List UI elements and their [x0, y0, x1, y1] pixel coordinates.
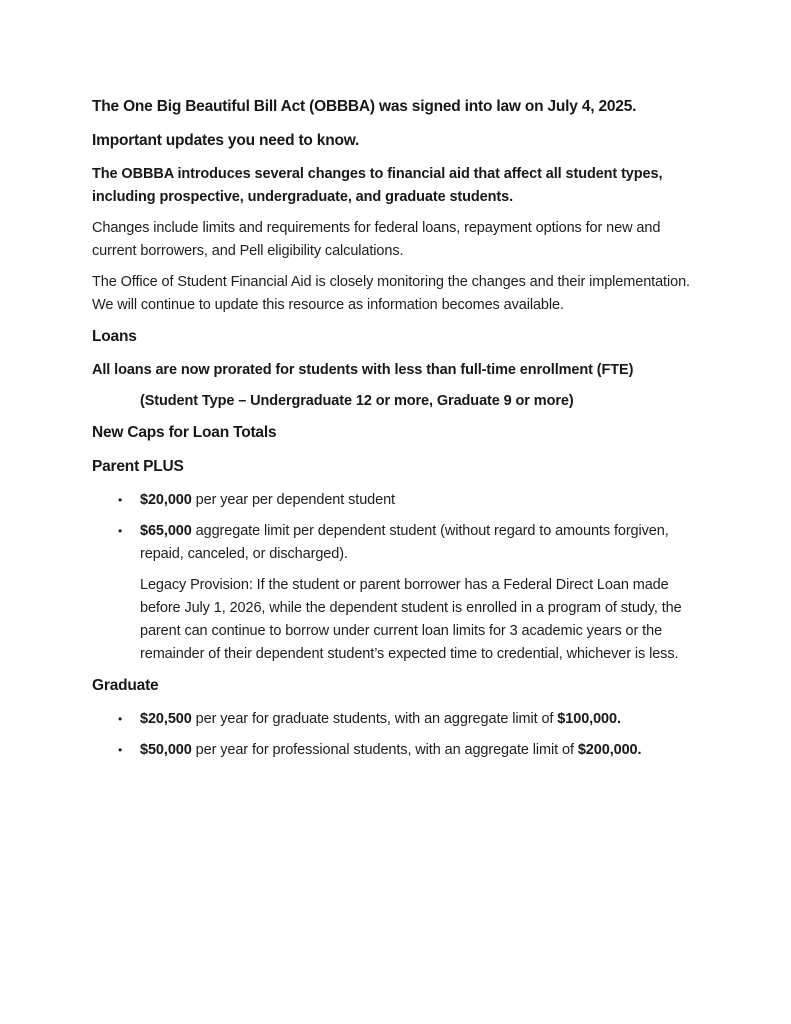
heading-obbba-signed: The One Big Beautiful Bill Act (OBBBA) was signed into law on July 4, 2025.	[92, 98, 637, 115]
heading-graduate: Graduate	[92, 677, 159, 694]
list-item-graduate-per-year	[92, 708, 704, 731]
amount-bold: $20,000	[140, 492, 192, 508]
list-item-text	[140, 708, 704, 731]
list-item-professional-per-year	[92, 739, 704, 762]
bullet-marker: •	[118, 743, 123, 757]
list-item-parent-plus-aggregate	[92, 520, 704, 566]
list-item-body: aggregate limit per dependent student (without regard to amounts forgiven, repaid, canceled, or discharged).	[140, 523, 669, 562]
list-item-body: per year for professional students, with an aggregate limit of	[191, 742, 578, 758]
heading-important-updates: Important updates you need to know.	[92, 132, 360, 149]
list-item-text	[140, 739, 704, 762]
amount-bold-end: $100,000.	[557, 711, 621, 727]
bullet-marker: •	[118, 493, 123, 507]
legacy-provision-paragraph: Legacy Provision: If the student or parent borrower has a Federal Direct Loan made before July 1, 2026, while the dependent student is enrolled in a program of study, the parent can continue to borrow under current loan limits for 3 academic years or the remainder of their dependent student’s expected time to credential, whichever is less.	[140, 577, 682, 662]
intro-paragraph: The OBBBA introduces several changes to financial aid that affect all student types, including prospective, undergraduate, and graduate students.	[92, 166, 663, 205]
loans-prorated-note: All loans are now prorated for students with less than full-time enrollment (FTE)	[92, 362, 634, 378]
list-item-parent-plus-per-year	[92, 489, 704, 512]
amount-bold: $50,000	[140, 742, 192, 758]
document-content	[92, 95, 704, 762]
list-item-body: per year per dependent student	[191, 492, 395, 508]
list-item-body: per year for graduate students, with an aggregate limit of	[191, 711, 558, 727]
bullet-marker: •	[118, 524, 123, 538]
heading-loans: Loans	[92, 328, 137, 345]
paragraph-office: The Office of Student Financial Aid is closely monitoring the changes and their implementation. We will continue to update this resource as information becomes available.	[92, 274, 690, 313]
paragraph-changes: Changes include limits and requirements for federal loans, repayment options for new and current borrowers, and Pell eligibility calculations.	[92, 220, 661, 259]
amount-bold-end: $200,000.	[577, 742, 642, 758]
bullet-marker: •	[118, 712, 123, 726]
amount-bold: $20,500	[140, 711, 192, 727]
heading-parent-plus: Parent PLUS	[92, 458, 184, 475]
student-type-note: (Student Type – Undergraduate 12 or more, Graduate 9 or more)	[140, 393, 574, 409]
heading-new-caps: New Caps for Loan Totals	[92, 424, 277, 441]
list-item-text	[140, 520, 704, 566]
amount-bold: $65,000	[140, 523, 192, 539]
list-item-text	[140, 489, 704, 512]
